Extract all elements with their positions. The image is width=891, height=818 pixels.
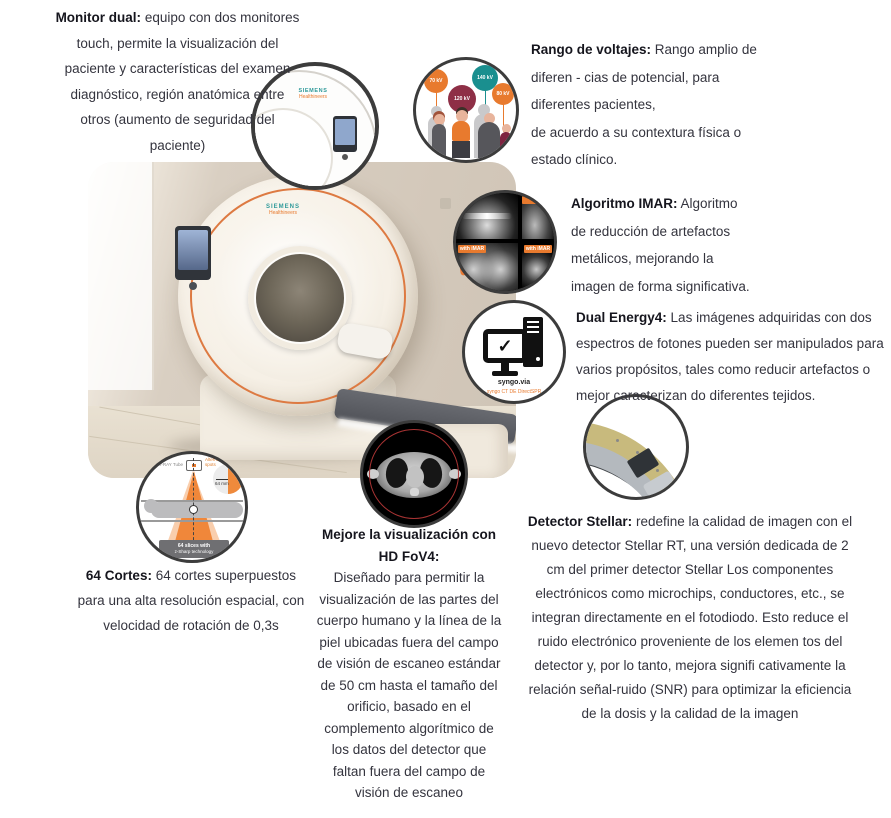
feature-voltage-range-body-b: de acuerdo a su contextura física o estado clínico. bbox=[531, 124, 742, 167]
feature-monitor-dual bbox=[55, 5, 300, 158]
balloon-label: 80 kV bbox=[496, 91, 510, 97]
monitor-knob bbox=[342, 154, 348, 160]
feature-hd-fov-body: Diseñado para permitir la visualización de las partes del cuerpo humano y la línea de la piel ubicadas fuera del campo de visión de escaneo estándar de 50 cm hasta el tamaño del orificio, basado en el complemento algorítmico de los datos del detector que faltan fuera del campo de visión de escaneo bbox=[316, 570, 502, 800]
feature-dual-energy-title: Dual Energy4: bbox=[576, 310, 667, 325]
scanner-brand-logo bbox=[248, 204, 318, 216]
tower-slot bbox=[527, 331, 539, 333]
feature-detector-stellar bbox=[522, 510, 858, 726]
imar-tag-right bbox=[524, 245, 552, 253]
balloon-label: 140 kV bbox=[477, 75, 493, 81]
touch-monitor bbox=[333, 116, 357, 152]
feature-monitor-dual-title: Monitor dual: bbox=[55, 10, 142, 25]
metal-artifact-streak bbox=[462, 213, 512, 219]
table-line bbox=[141, 520, 243, 522]
xray-tube-label: X-RAY Tube bbox=[158, 462, 183, 467]
syngo-subtitle: syngo CT DE DirectSPR bbox=[486, 389, 542, 395]
feature-hd-fov bbox=[314, 524, 504, 804]
slices-caption-line1: 64 slices with bbox=[177, 543, 211, 549]
extended-fov-ring bbox=[369, 429, 459, 519]
monitor-screen bbox=[335, 119, 355, 145]
gantry-monitor-left bbox=[175, 226, 211, 280]
person-girl-dress bbox=[500, 132, 512, 158]
feature-voltage-range-body-a: Rango amplio de diferen - cias de potencial, para diferentes pacientes, bbox=[531, 42, 757, 112]
feature-64-cortes-body: 64 cortes superpuestos para una alta resolución espacial, con velocidad de rotación de 0,3s bbox=[77, 568, 305, 633]
tower-slot bbox=[527, 326, 539, 328]
center-axis-line bbox=[193, 458, 194, 550]
imar-tag-label: with iMAR bbox=[459, 246, 485, 252]
feature-monitor-dual-body: equipo con dos monitores touch, permite la visualización del paciente y características del examen diagnóstico, región anatómica entre otros (aumento de seguridad del paciente) bbox=[64, 10, 300, 153]
feature-voltage-range bbox=[531, 36, 777, 174]
inset-imar-scans bbox=[453, 190, 557, 294]
brand-logo-line1: SIEMENS bbox=[298, 88, 328, 94]
isocenter-marker bbox=[189, 505, 198, 514]
feature-hd-fov-title: Mejore la visualización con HD FoV4: bbox=[321, 527, 497, 564]
detector-screw bbox=[616, 439, 619, 442]
measure-label: 64 mm bbox=[215, 481, 229, 486]
feature-64-cortes bbox=[76, 563, 306, 638]
detector-screw bbox=[636, 451, 639, 454]
tower-button bbox=[536, 357, 540, 361]
brand-logo-line1: SIEMENS bbox=[265, 204, 300, 210]
monitor-left-mount bbox=[189, 282, 197, 290]
feature-dual-energy bbox=[576, 305, 891, 409]
feature-dual-energy-body: Las imágenes adquiridas con dos espectros de fotones pueden ser manipulados para varios propósitos, tales como reducir artefactos o mejor caracterizan do diferentes tejidos. bbox=[576, 310, 884, 403]
inset-hdfov-scan bbox=[360, 420, 468, 528]
feature-imar-title: Algoritmo IMAR: bbox=[571, 196, 678, 211]
syngo-title: syngo.via bbox=[497, 379, 531, 386]
wall-socket bbox=[440, 198, 451, 209]
bore-opening bbox=[256, 254, 344, 342]
brand-logo-line2: Healthineers bbox=[298, 94, 328, 100]
focal-spots-label: Alternating focal spots bbox=[205, 457, 238, 468]
xray-tube-icon bbox=[186, 460, 202, 471]
monitor-stand-neck bbox=[501, 363, 509, 371]
voltage-balloon-70kv bbox=[424, 69, 448, 93]
voltage-balloon-80kv bbox=[492, 83, 514, 105]
inset-syngo-workstation bbox=[462, 300, 566, 404]
monitor-check-icon bbox=[483, 329, 527, 363]
feature-detector-stellar-body: redefine la calidad de imagen con el nuevo detector Stellar RT, una versión dedicada de 2 cm del primer detector Stellar Los componentes electrónicos como microchips, conductores, etc., se integran directamente en el fotodiodo. Esto reduce el ruido electrónico proveniente de los elemen tos del detector y, por lo tanto, mejora signifi cativamente la relación señal-ruido (SNR) para optimizar la eficiencia de la dosis y la calidad de la imagen bbox=[528, 514, 853, 721]
inset-64-slices-diagram bbox=[136, 451, 248, 563]
detector-screw bbox=[656, 469, 659, 472]
person-man-legs bbox=[452, 141, 470, 158]
feature-detector-stellar-title: Detector Stellar: bbox=[527, 514, 633, 529]
feature-voltage-range-title: Rango de voltajes: bbox=[531, 42, 652, 57]
room-wall-left bbox=[88, 162, 154, 390]
feature-imar bbox=[571, 190, 753, 300]
inset-voltage-range bbox=[413, 57, 519, 163]
monitor-screen bbox=[178, 230, 208, 270]
imar-tag-corner bbox=[522, 196, 544, 204]
brand-logo-line2: Healthineers bbox=[268, 210, 298, 216]
tower-slot bbox=[527, 321, 539, 323]
zoom-bubble-beam bbox=[228, 464, 243, 494]
person-woman-body bbox=[432, 124, 446, 158]
balloon-label: 120 kV bbox=[454, 96, 470, 102]
slices-caption-box bbox=[159, 540, 229, 558]
zoom-bubble bbox=[213, 464, 243, 494]
person-man-shirt bbox=[452, 121, 470, 141]
slices-caption-line2: z-Sharp technology bbox=[174, 549, 214, 554]
measure-arrow bbox=[216, 479, 228, 480]
imar-tag-left bbox=[458, 245, 486, 253]
imar-tag-label: with iMAR bbox=[525, 246, 551, 252]
person-heavy-body bbox=[478, 122, 500, 158]
balloon-label: 70 kV bbox=[429, 78, 443, 84]
feature-imar-body: Algoritmo de reducción de artefactos metálicos, mejorando la imagen de forma significativa. bbox=[571, 196, 750, 294]
feature-64-cortes-title: 64 Cortes: bbox=[85, 568, 152, 583]
monitor-stand-base bbox=[492, 371, 518, 376]
check-glyph: ✓ bbox=[497, 335, 513, 356]
inset-stellar-detector bbox=[583, 394, 689, 500]
